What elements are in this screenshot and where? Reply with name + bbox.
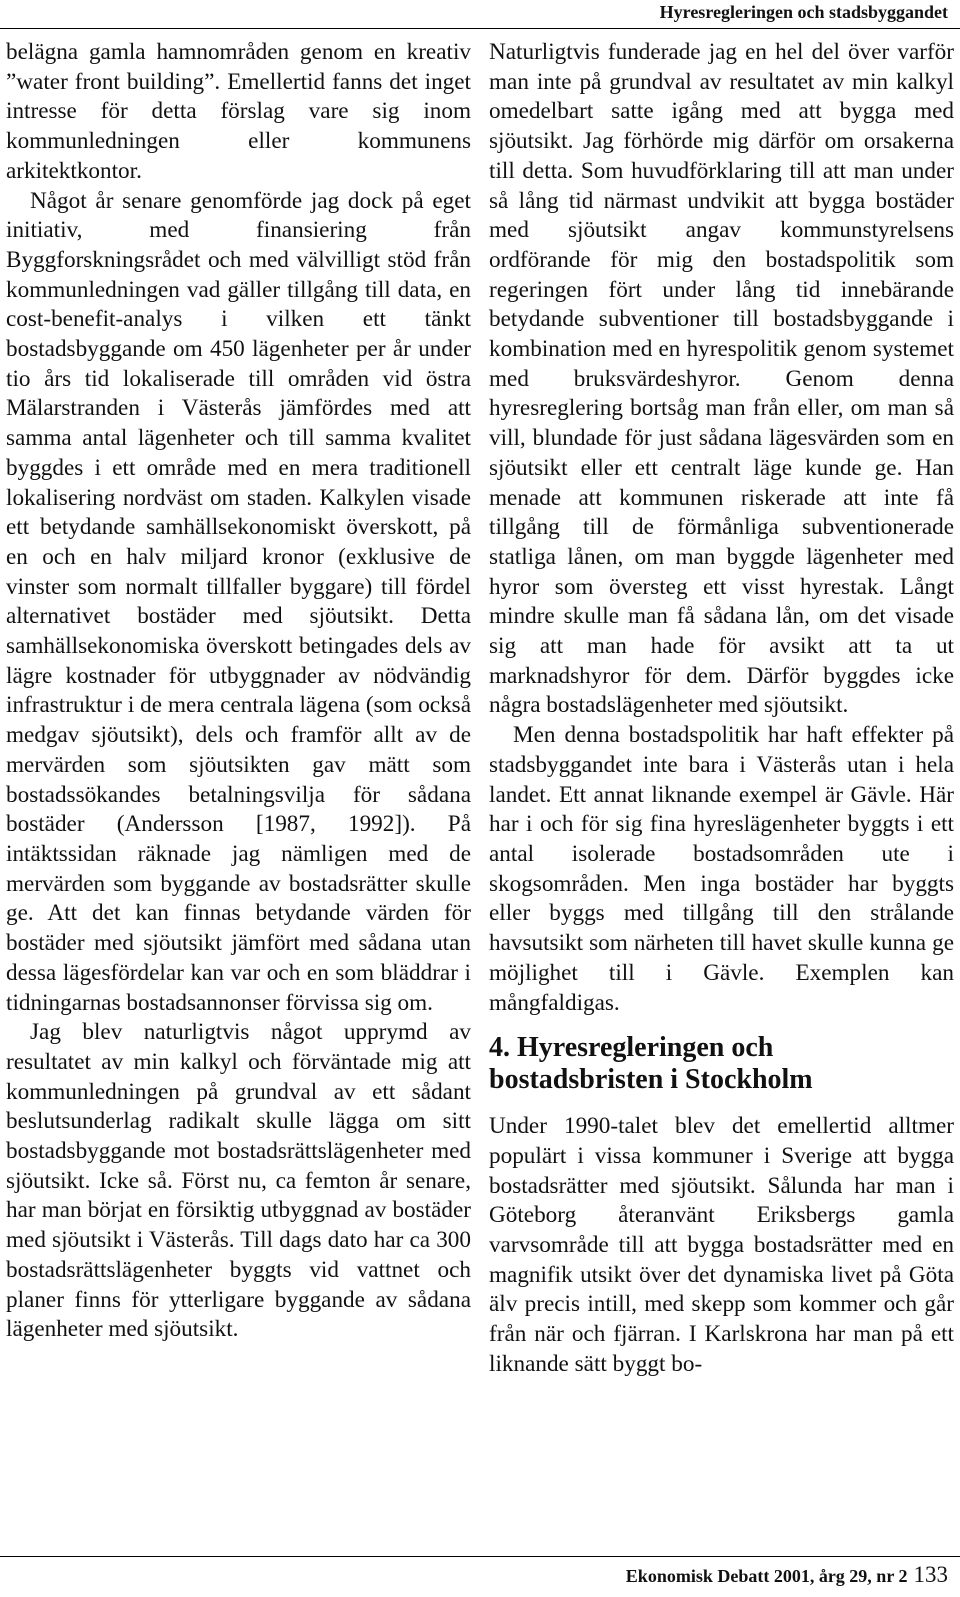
right-paragraph-3: Under 1990-talet blev det emellertid alltmer populärt i vissa kommuner i Sverige att bygga bostadsrätter med sjöutsikt. Sålunda har man i Göteborg återanvänt Eriksbergs gamla varvsområde till att bygga bostadsrätter med en magnifik utsikt över det dynamiska livet på Göta älv precis intill, med skepp som kommer och går från när och fjärran. I Karlskrona har man på ett liknande sätt byggt bo- xyxy=(489,1113,954,1377)
right-paragraph-2: Men denna bostadspolitik har haft effekter på stadsbyggandet inte bara i Västerås utan i hela landet. Ett annat liknande exempel är Gävle. Här har i och för sig fina hyreslägenheter byggts i ett antal isolerade bostadsområden ute i skogsområden. Men inga bostäder har byggts eller byggs med tillgång till den strålande havsutsikt som närheten till havet skulle kunna ge möjlighet till i Gävle. Exemplen kan mångfaldigas. xyxy=(489,722,954,1016)
page-number: 133 xyxy=(913,1562,948,1587)
journal-citation: Ekonomisk Debatt 2001, årg 29, nr 2 xyxy=(625,1566,908,1586)
section-heading: 4. Hyresregleringen och bostadsbristen i Stockholm xyxy=(489,1032,813,1096)
running-header: Hyresregleringen och stadsbyggandet xyxy=(659,2,948,22)
left-paragraph-3: Jag blev naturligtvis något upprymd av resultatet av min kalkyl och förväntade mig att kommunledningen på grundval av ett sådant beslutsunderlag radikalt skulle lägga om sitt bostadsbyggande mot bostadsrättslägenheter med sjöutsikt. Icke så. Först nu, ca femton år senare, har man börjat en försiktig utbyggnad av bostäder med sjöutsikt i Västerås. Till dags dato har ca 300 bostadsrättslägenheter byggts vid vattnet och planer finns för ytterligare byggande av sådana lägenheter med sjöutsikt. xyxy=(6,1019,471,1343)
left-column xyxy=(6,38,471,1345)
right-column xyxy=(489,38,954,1380)
page-footer xyxy=(626,1562,948,1588)
left-paragraph-1: belägna gamla hamnområden genom en kreativ ”water front building”. Emellertid fanns det inget intresse för detta förslag vare sig inom kommunledningen eller kommunens arkitektkontor. xyxy=(6,39,471,184)
footer-rule xyxy=(0,1556,960,1557)
left-paragraph-2: Något år senare genomförde jag dock på eget initiativ, med finansiering från Byggforskningsrådet och med välvilligt stöd från kommunledningen vad gäller tillgång till data, en cost-benefit-analys i vilken ett tänkt bostadsbyggande om 450 lägenheter per år under tio års tid lokaliserade till områden vid östra Mälarstranden i Västerås jämfördes med att samma antal lägenheter och till samma kvalitet byggdes i ett område med en mera traditionell lokalisering nordväst om staden. Kalkylen visade ett betydande samhällsekonomiskt överskott, på en och en halv miljard kronor (exklusive de vinster som normalt tillfaller byggare) till fördel alternativet bostäder med sjöutsikt. Detta samhällsekonomiska överskott betingades dels av lägre kostnader för utbyggnader av nödvändig infrastruktur i de mera centrala lägena (som också medgav sjöutsikt), dels och framför allt av de mervärden som sjöutsikten gav mätt som bostadssökandes betalningsvilja för sådana bostäder (Andersson [1987, 1992]). På intäktssidan räknade jag nämligen med de mervärden som byggande av bostadsrätter skulle ge. Att det kan finnas betydande värden för bostäder med sjöutsikt jämfört med sådana utan dessa lägesfördelar kan var och en som bläddrar i tidningarnas bostadsannonser förvissa sig om. xyxy=(6,187,471,1016)
right-paragraph-1: Naturligtvis funderade jag en hel del över varför man inte på grundval av resultatet av min kalkyl omedelbart satte igång med att bygga med sjöutsikt. Jag förhörde mig därför om orsakerna till detta. Som huvudförklaring till att man under så lång tid närmast undvikit att bygga bostäder med sjöutsikt angav kommunstyrelsens ordförande för mig den bostadspolitik som regeringen fört under lång tid innebärande betydande subventioner till bostadsbyggande i kombination med en hyrespolitik genom systemet med bruksvärdeshyror. Genom denna hyresreglering bortsåg man från eller, om man så vill, blundade för just sådana lägesvärden som en sjöutsikt eller ett centralt läge kunde ge. Han menade att kommunen riskerade att inte få tillgång till de förmånliga subventionerade statliga lånen, om man byggde lägenheter med hyror som översteg ett visst hyrestak. Långt mindre skulle man få sådana lån, om det visade sig att man hade för avsikt att ta ut marknadshyror för dem. Därför byggdes icke några bostadslägenheter med sjöutsikt. xyxy=(489,39,954,719)
header-rule xyxy=(0,28,960,29)
